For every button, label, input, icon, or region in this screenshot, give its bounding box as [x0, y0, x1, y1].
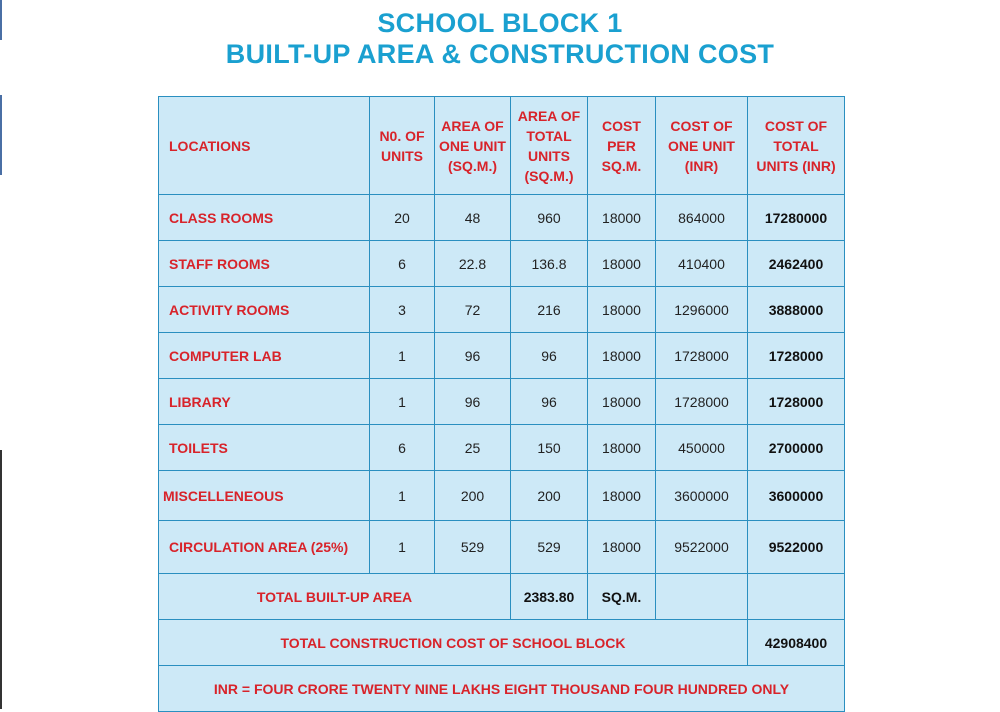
row-units: 1: [370, 379, 435, 425]
row-cost-one: 410400: [656, 241, 748, 287]
footer-row: [159, 666, 845, 712]
header-row: [159, 97, 845, 195]
row-cost-sqm: 18000: [588, 425, 656, 471]
row-cost-total: 3888000: [748, 287, 845, 333]
row-area-one: 529: [435, 521, 511, 574]
row-cost-total: 17280000: [748, 195, 845, 241]
row-area-total: 529: [511, 521, 588, 574]
row-area-one: 25: [435, 425, 511, 471]
total-area-unit: SQ.M.: [588, 574, 656, 620]
table-row: [159, 333, 845, 379]
row-area-one: 22.8: [435, 241, 511, 287]
row-area-total: 200: [511, 471, 588, 521]
page-title: [0, 8, 1000, 70]
row-area-one: 72: [435, 287, 511, 333]
row-cost-one: 1728000: [656, 379, 748, 425]
table-row: [159, 379, 845, 425]
row-cost-one: 1296000: [656, 287, 748, 333]
header-cost-total: COST OF TOTAL UNITS (INR): [748, 97, 845, 195]
empty-cell: [748, 574, 845, 620]
row-cost-total: 1728000: [748, 379, 845, 425]
total-area-row: [159, 574, 845, 620]
row-area-total: 96: [511, 379, 588, 425]
row-cost-total: 9522000: [748, 521, 845, 574]
row-cost-one: 1728000: [656, 333, 748, 379]
row-area-total: 96: [511, 333, 588, 379]
header-cost-sqm: COST PER SQ.M.: [588, 97, 656, 195]
row-location: LIBRARY: [159, 379, 370, 425]
row-cost-sqm: 18000: [588, 521, 656, 574]
row-units: 1: [370, 333, 435, 379]
empty-cell: [656, 574, 748, 620]
row-location: TOILETS: [159, 425, 370, 471]
row-cost-sqm: 18000: [588, 333, 656, 379]
row-area-total: 136.8: [511, 241, 588, 287]
row-cost-total: 1728000: [748, 333, 845, 379]
row-area-one: 48: [435, 195, 511, 241]
total-area-label: TOTAL BUILT-UP AREA: [159, 574, 511, 620]
row-area-one: 96: [435, 379, 511, 425]
cost-table: [158, 96, 845, 712]
total-cost-row: [159, 620, 845, 666]
table-row: [159, 287, 845, 333]
row-area-total: 960: [511, 195, 588, 241]
row-cost-sqm: 18000: [588, 471, 656, 521]
row-cost-sqm: 18000: [588, 241, 656, 287]
table-row: [159, 241, 845, 287]
row-cost-one: 864000: [656, 195, 748, 241]
table-row: [159, 195, 845, 241]
row-cost-one: 450000: [656, 425, 748, 471]
row-units: 6: [370, 425, 435, 471]
row-cost-sqm: 18000: [588, 195, 656, 241]
table-row: [159, 521, 845, 574]
header-units: N0. OF UNITS: [370, 97, 435, 195]
table-row: [159, 471, 845, 521]
row-area-one: 200: [435, 471, 511, 521]
row-units: 6: [370, 241, 435, 287]
row-units: 3: [370, 287, 435, 333]
row-units: 1: [370, 471, 435, 521]
row-cost-sqm: 18000: [588, 287, 656, 333]
row-location: ACTIVITY ROOMS: [159, 287, 370, 333]
row-cost-total: 3600000: [748, 471, 845, 521]
header-locations: LOCATIONS: [159, 97, 370, 195]
row-cost-total: 2462400: [748, 241, 845, 287]
row-area-total: 216: [511, 287, 588, 333]
row-location: COMPUTER LAB: [159, 333, 370, 379]
row-area-one: 96: [435, 333, 511, 379]
total-cost-value: 42908400: [748, 620, 845, 666]
title-line-1: SCHOOL BLOCK 1: [377, 8, 623, 38]
edge-mark: [0, 450, 2, 709]
footer-note: INR = FOUR CRORE TWENTY NINE LAKHS EIGHT THOUSAND FOUR HUNDRED ONLY: [159, 666, 845, 712]
row-cost-sqm: 18000: [588, 379, 656, 425]
row-cost-total: 2700000: [748, 425, 845, 471]
row-units: 20: [370, 195, 435, 241]
row-area-total: 150: [511, 425, 588, 471]
row-location: CLASS ROOMS: [159, 195, 370, 241]
row-location: STAFF ROOMS: [159, 241, 370, 287]
row-location: CIRCULATION AREA (25%): [159, 521, 370, 574]
total-cost-label: TOTAL CONSTRUCTION COST OF SCHOOL BLOCK: [159, 620, 748, 666]
table-row: [159, 425, 845, 471]
header-area-total: AREA OF TOTAL UNITS (SQ.M.): [511, 97, 588, 195]
total-area-value: 2383.80: [511, 574, 588, 620]
header-cost-one: COST OF ONE UNIT (INR): [656, 97, 748, 195]
row-units: 1: [370, 521, 435, 574]
row-cost-one: 9522000: [656, 521, 748, 574]
row-cost-one: 3600000: [656, 471, 748, 521]
title-line-2: BUILT-UP AREA & CONSTRUCTION COST: [225, 39, 775, 69]
row-location: MISCELLENEOUS: [159, 471, 370, 521]
edge-mark: [0, 95, 2, 175]
header-area-one: AREA OF ONE UNIT (SQ.M.): [435, 97, 511, 195]
